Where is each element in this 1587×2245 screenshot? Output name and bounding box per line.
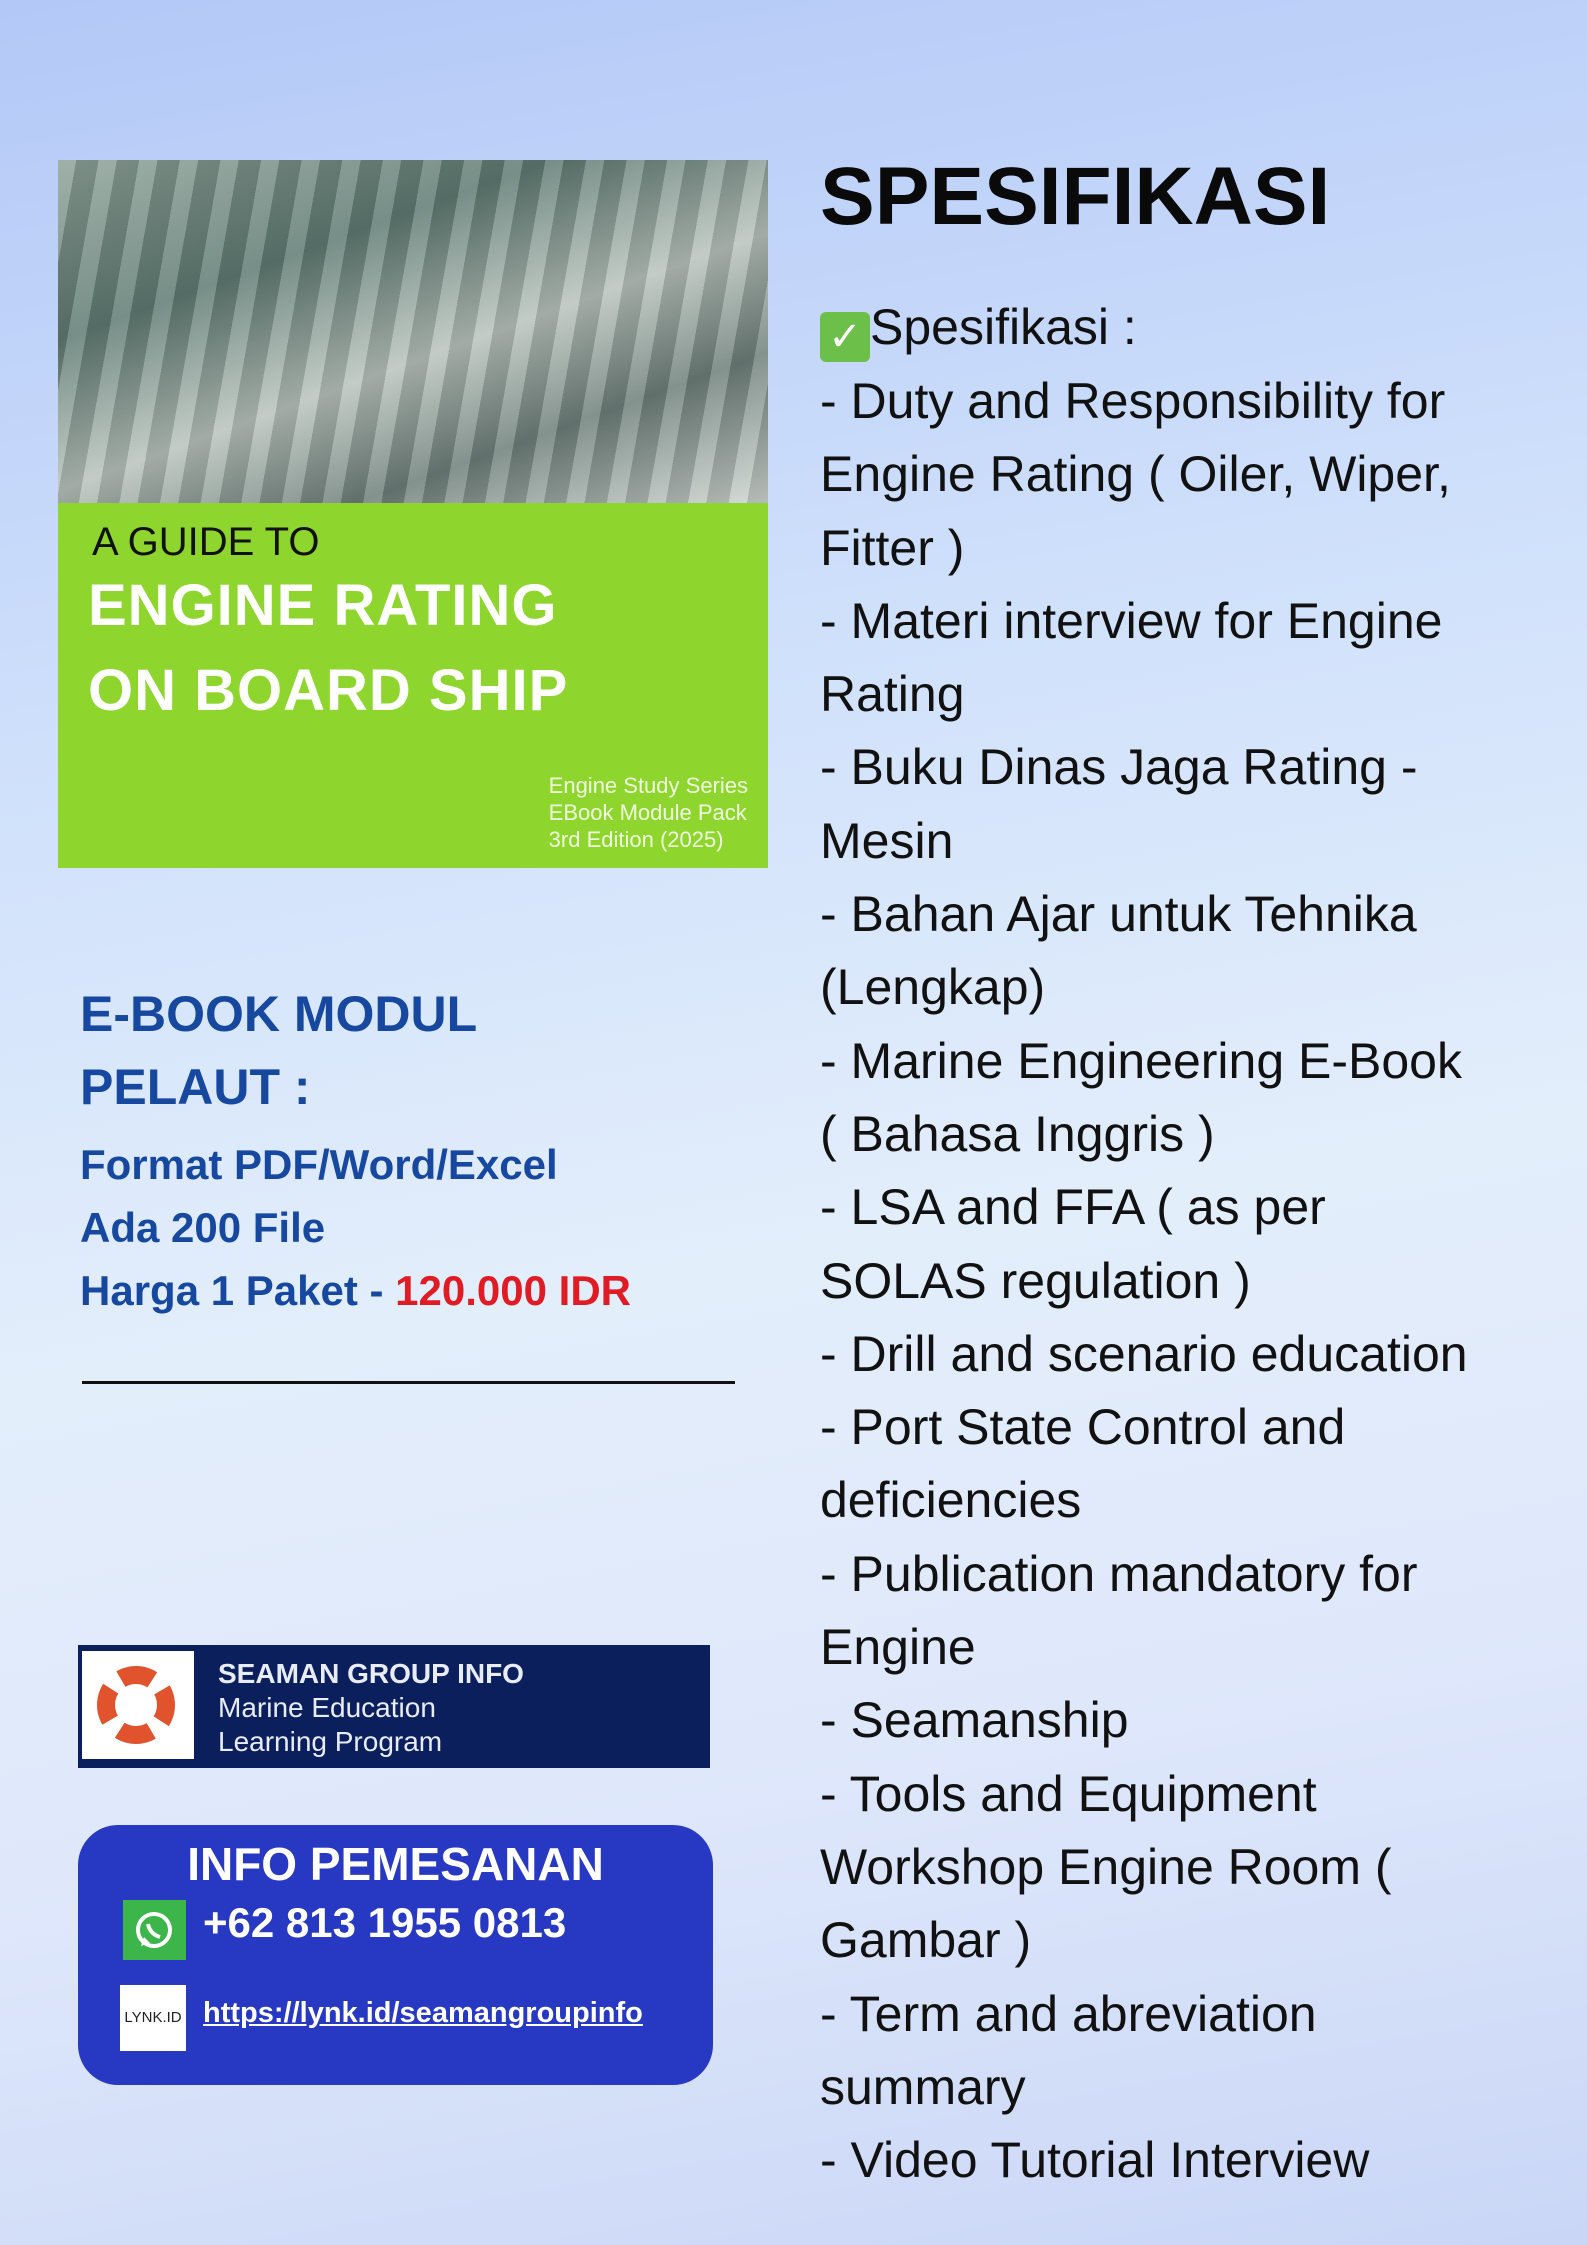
spec-line: - Materi interview for Engine (820, 592, 1443, 649)
lifebuoy-logo (82, 1651, 194, 1759)
spec-line: - LSA and FFA ( as per (820, 1179, 1326, 1236)
series-line: EBook Module Pack (548, 800, 747, 825)
spec-line: Workshop Engine Room ( (820, 1838, 1392, 1895)
spec-line: - Marine Engineering E-Book (820, 1032, 1462, 1089)
lifebuoy-icon (82, 1651, 194, 1759)
spec-line: Mesin (820, 812, 954, 869)
spec-line: - Publication mandatory for (820, 1545, 1418, 1602)
spec-line: - Port State Control and (820, 1399, 1346, 1456)
banner-line: Learning Program (218, 1726, 443, 1757)
banner-line: Marine Education (218, 1692, 436, 1723)
spec-list (820, 365, 1468, 2197)
spec-line: - Video Tutorial Interview (820, 2132, 1370, 2189)
spec-line: - Buku Dinas Jaga Rating - (820, 739, 1418, 796)
cover-title-line1: ENGINE RATING (88, 573, 558, 638)
price-label: Harga 1 Paket - (80, 1267, 396, 1314)
heading-line: PELAUT : (80, 1059, 311, 1115)
cover-title-line2: ON BOARD SHIP (88, 658, 569, 723)
order-title: INFO PEMESANAN (187, 1838, 604, 1890)
spec-line: summary (820, 2058, 1026, 2115)
heading-line: E-BOOK MODUL (80, 986, 478, 1042)
spec-line: Fitter ) (820, 519, 965, 576)
spec-line: - Duty and Responsibility for (820, 373, 1446, 429)
lynk-logo: LYNK.ID (120, 1985, 186, 2051)
spec-line: (Lengkap) (820, 959, 1046, 1016)
spec-line: Gambar ) (820, 1912, 1032, 1969)
check-icon: ✓ (820, 312, 870, 362)
spec-subtitle (820, 298, 1137, 362)
spec-line: - Drill and scenario education (820, 1325, 1468, 1382)
spec-line: Rating (820, 666, 965, 723)
series-line: 3rd Edition (2025) (548, 827, 724, 852)
spec-line: Engine Rating ( Oiler, Wiper, (820, 446, 1451, 503)
phone-number[interactable]: +62 813 1955 0813 (203, 1899, 567, 1946)
spec-line: ( Bahasa Inggris ) (820, 1105, 1215, 1162)
banner-text (218, 1657, 524, 1759)
spec-line: - Term and abreviation (820, 1985, 1317, 2042)
cover-series (549, 772, 748, 853)
product-details (80, 1133, 631, 1322)
banner-title: SEAMAN GROUP INFO (218, 1658, 524, 1689)
file-count: Ada 200 File (80, 1204, 326, 1251)
spec-line: SOLAS regulation ) (820, 1252, 1251, 1309)
book-cover (58, 160, 768, 868)
spec-title: SPESIFIKASI (820, 151, 1331, 242)
spec-line: - Tools and Equipment (820, 1765, 1317, 1822)
ebook-heading (80, 978, 477, 1124)
series-line: Engine Study Series (548, 773, 748, 798)
spec-line: deficiencies (820, 1472, 1082, 1529)
order-info-box (78, 1825, 713, 2085)
spec-subtitle-text: Spesifikasi : (870, 299, 1137, 355)
price-line (80, 1259, 631, 1322)
spec-line: - Seamanship (820, 1692, 1129, 1749)
spec-line: Engine (820, 1619, 976, 1676)
format-text: Format PDF/Word/Excel (80, 1141, 558, 1188)
divider (82, 1381, 735, 1384)
spec-line: - Bahan Ajar untuk Tehnika (820, 886, 1417, 943)
engine-room-photo (58, 160, 768, 503)
seaman-group-banner (78, 1645, 710, 1768)
price-value: 120.000 IDR (395, 1267, 631, 1314)
cover-kicker: A GUIDE TO (92, 520, 320, 564)
lynk-link[interactable]: https://lynk.id/seamangroupinfo (203, 1997, 643, 2029)
whatsapp-icon (123, 1900, 186, 1960)
